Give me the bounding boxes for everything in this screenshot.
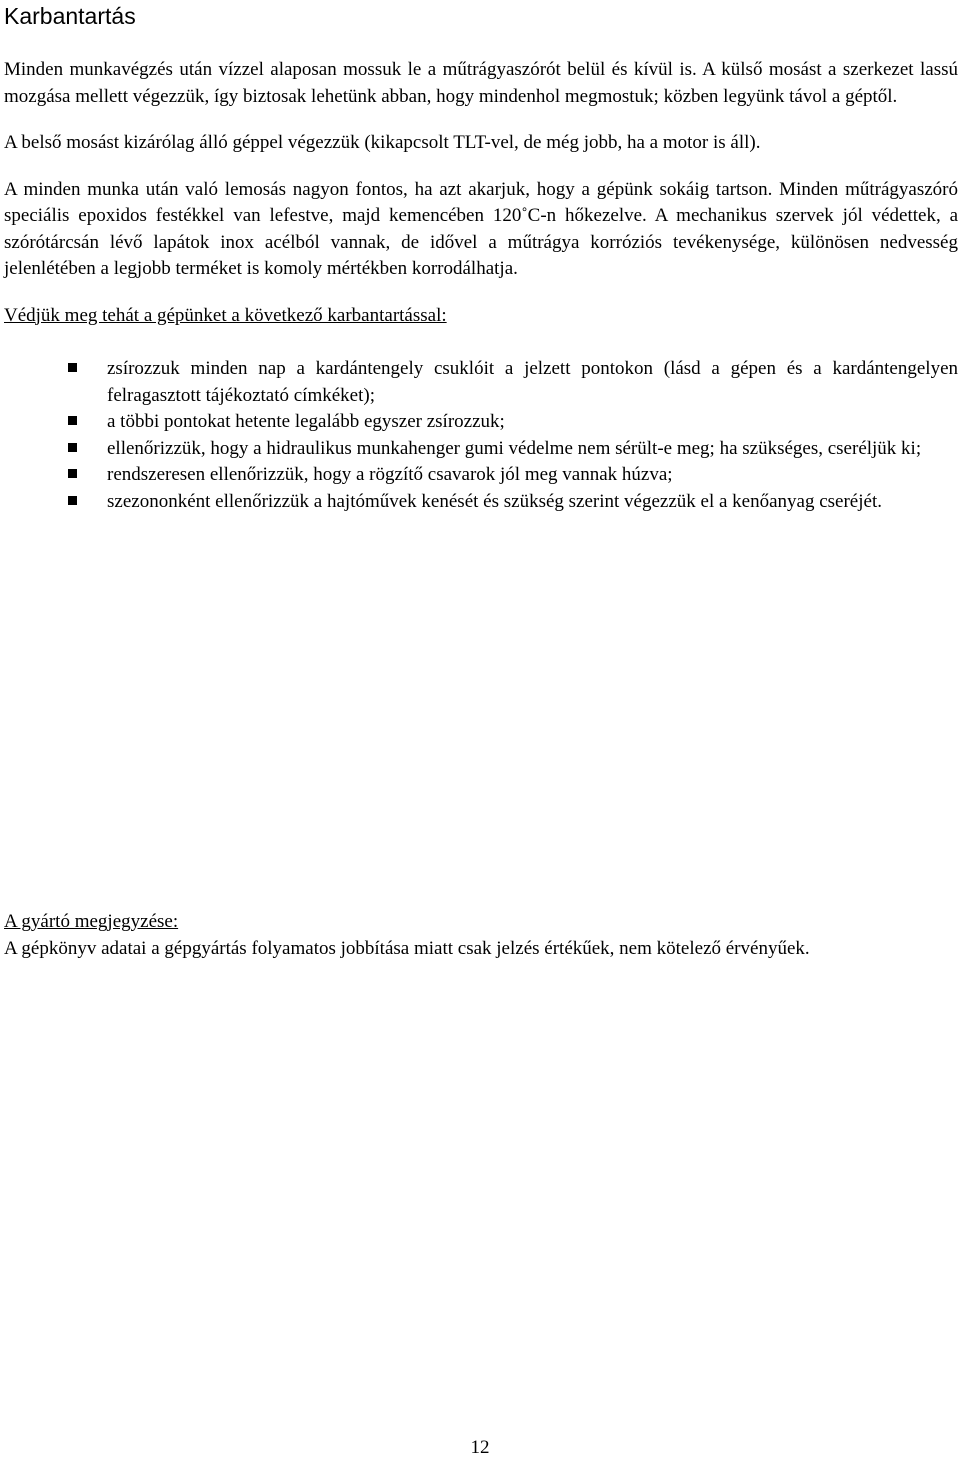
paragraph-importance: A minden munka után való lemosás nagyon fontos, ha azt akarjuk, hogy a gépünk sokáig tartson. Minden műtrágyaszóró speciális epoxidos festékkel van lefestve, majd kemencében 120˚C-n hőkezelve. A mechanikus szervek jól védettek, a szórótárcsán lévő lapátok inox acélból vannak, de idővel a műtrágya korróziós tevékenysége, különösen nedvesség jelenlétében a legjobb terméket is komoly mértékben korrodálhatja.	[4, 178, 958, 279]
list-item-text: a többi pontokat hetente legalább egyszer zsírozzuk;	[107, 411, 505, 432]
maintenance-intro-text: Védjük meg tehát a gépünket a következő karbantartással:	[4, 304, 447, 326]
list-item	[4, 489, 958, 516]
list-item-text: ellenőrizzük, hogy a hidraulikus munkahenger gumi védelme nem sérült-e meg; ha szükséges, cseréljük ki;	[107, 437, 922, 459]
manufacturer-note-title	[4, 909, 958, 936]
square-bullet-icon	[68, 363, 77, 372]
list-item	[4, 356, 958, 409]
manufacturer-note-text: A gépkönyv adatai a gépgyártás folyamatos jobbítása miatt csak jelzés értékűek, nem kötelező érvényűek.	[4, 938, 810, 959]
page-number: 12	[470, 1437, 490, 1458]
list-item-text: zsírozzuk minden nap a kardántengely csuklóit a jelzett pontokon (lásd a gépen és a kardántengelyen felragasztott tájékoztató címkéket);	[107, 358, 958, 406]
paragraph-washing: Minden munkavégzés után vízzel alaposan mossuk le a műtrágyaszórót belül és kívül is. A külső mosást a szerkezet lassú mozgása mellett végezzük, így biztosak lehetünk abban, hogy mindenhol megmostuk; közben legyünk távol a géptől.	[4, 59, 958, 107]
square-bullet-icon	[68, 443, 77, 452]
maintenance-intro	[4, 303, 958, 330]
list-item-text: szezononként ellenőrizzük a hajtóművek kenését és szükség szerint végezzük el a kenőanyag cseréjét.	[107, 490, 882, 512]
list-item	[4, 462, 958, 489]
list-item	[4, 436, 958, 463]
square-bullet-icon	[68, 496, 77, 505]
document-page	[4, 0, 958, 959]
manufacturer-note-title-text: A gyártó megjegyzése:	[4, 911, 179, 932]
paragraph-inner-washing: A belső mosást kizárólag álló géppel végezzük (kikapcsolt TLT-vel, de még jobb, ha a motor is áll).	[4, 132, 761, 153]
section-heading: Karbantartás	[4, 3, 136, 29]
maintenance-list	[4, 356, 958, 515]
square-bullet-icon	[68, 469, 77, 478]
list-item	[4, 409, 958, 436]
square-bullet-icon	[68, 416, 77, 425]
list-item-text: rendszeresen ellenőrizzük, hogy a rögzítő csavarok jól meg vannak húzva;	[107, 464, 673, 485]
